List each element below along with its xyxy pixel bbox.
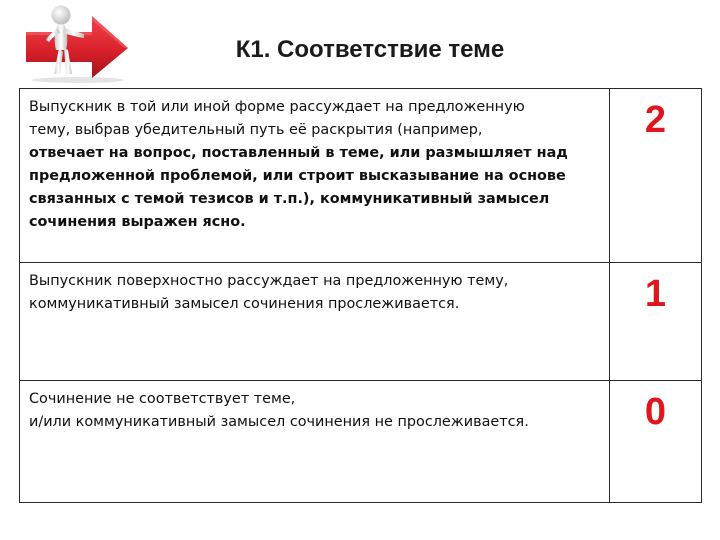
description-line: сочинения выражен ясно.: [29, 214, 246, 230]
criteria-table: [19, 88, 702, 503]
score-cell: [610, 89, 702, 263]
description-line: тему, выбрав убедительный путь её раскрытия (например,: [29, 122, 483, 138]
person-pushing-arrow-icon: [22, 2, 134, 84]
table-row: [20, 89, 702, 263]
score-value: 1: [644, 273, 667, 315]
description-line: отвечает на вопрос, поставленный в теме, или размышляет над: [29, 145, 568, 161]
description-line: Выпускник в той или иной форме рассуждает на предложенную: [29, 99, 525, 115]
description-line: коммуникативный замысел сочинения прослеживается.: [29, 296, 460, 312]
criterion-description: [20, 89, 610, 263]
description-line: Выпускник поверхностно рассуждает на предложенную тему,: [29, 273, 509, 289]
criterion-description: [20, 381, 610, 503]
score-cell: [610, 263, 702, 381]
description-line: предложенной проблемой, или строит высказывание на основе: [29, 168, 566, 184]
description-line: Сочинение не соответствует теме,: [29, 391, 296, 407]
slide-title: К1. Соответствие теме: [235, 36, 505, 63]
criterion-description: [20, 263, 610, 381]
description-line: связанных с темой тезисов и т.п.), коммуникативный замысел: [29, 191, 550, 207]
score-value: 0: [644, 391, 667, 433]
score-value: 2: [644, 99, 667, 141]
description-line: и/или коммуникативный замысел сочинения не прослеживается.: [29, 414, 529, 430]
table-row: [20, 263, 702, 381]
score-cell: [610, 381, 702, 503]
table-row: [20, 381, 702, 503]
